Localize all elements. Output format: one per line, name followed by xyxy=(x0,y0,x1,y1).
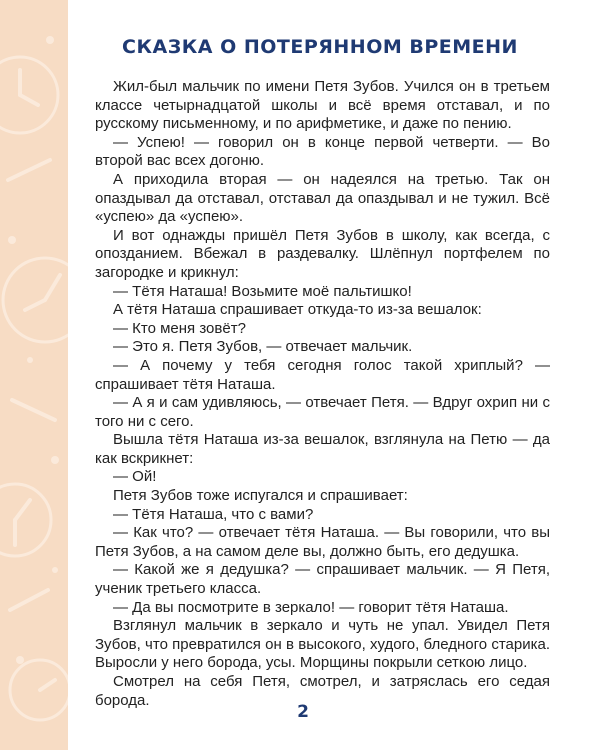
paragraph: А тётя Наташа спрашивает откуда-то из-за вешалок: xyxy=(113,301,482,319)
story-title: СКАЗКА О ПОТЕРЯННОМ ВРЕМЕНИ xyxy=(122,36,518,58)
paragraph: — Да вы посмотрите в зеркало! — говорит тётя Наташа. xyxy=(113,598,509,616)
paragraph: Петя Зубов тоже испугался и спрашивает: xyxy=(113,487,408,505)
paragraph: Вышла тётя Наташа из-за вешалок, взглянула на Петю — да как вскрикнет: xyxy=(95,431,550,467)
paragraph: — Ой! xyxy=(113,468,157,486)
paragraph: Смотрел на себя Петя, смотрел, и затряслась его седая борода. xyxy=(95,673,550,709)
paragraph: — Успею! — говорил он в конце первой четверти. — Во второй вас всех догоню. xyxy=(95,133,550,170)
paragraph: А приходила вторая — он надеялся на третью. Так он опаздывал да отставал, отставал да опаздывал и не тужил. Всё «успею» да «успею». xyxy=(95,170,550,226)
paragraph: — Какой же я дедушка? — спрашивает мальчик. — Я Петя, ученик третьего класса. xyxy=(95,561,550,598)
paragraph: — Кто меня зовёт? xyxy=(113,319,246,337)
page-number: 2 xyxy=(297,702,309,722)
paragraph: Жил-был мальчик по имени Петя Зубов. Учился он в третьем классе четырнадцатой школы и всё время отставал, и по русскому письменному, и по арифметике, и даже по пению. xyxy=(95,78,550,133)
paragraph: И вот однажды пришёл Петя Зубов в школу, как всегда, с опозданием. Вбежал в раздевалку. Шлёпнул портфелем по загородке и крикнул: xyxy=(95,226,550,281)
decorative-side-strip xyxy=(0,0,68,750)
paragraph: — Тётя Наташа! Возьмите моё пальтишко! xyxy=(113,282,412,300)
paragraph: — А почему у тебя сегодня голос такой хриплый? — спрашивает тётя Наташа. xyxy=(95,356,550,393)
paragraph: — Как что? — отвечает тётя Наташа. — Вы говорили, что вы Петя Зубов, а на самом деле вы, должно быть, его дедушка. xyxy=(95,524,550,560)
story-text xyxy=(95,78,550,710)
clock-pattern-icon xyxy=(0,0,68,750)
paragraph: — Тётя Наташа, что с вами? xyxy=(113,505,314,523)
paragraph: — Это я. Петя Зубов, — отвечает мальчик. xyxy=(113,338,413,356)
paragraph: — А я и сам удивляюсь, — отвечает Петя. — Вдруг охрип ни с того ни с сего. xyxy=(95,394,550,430)
paragraph: Взглянул мальчик в зеркало и чуть не упал. Увидел Петя Зубов, что превратился он в высокого, худого, бледного старика. Выросли у него борода, усы. Морщины покрыли сеткою лицо. xyxy=(95,617,550,672)
